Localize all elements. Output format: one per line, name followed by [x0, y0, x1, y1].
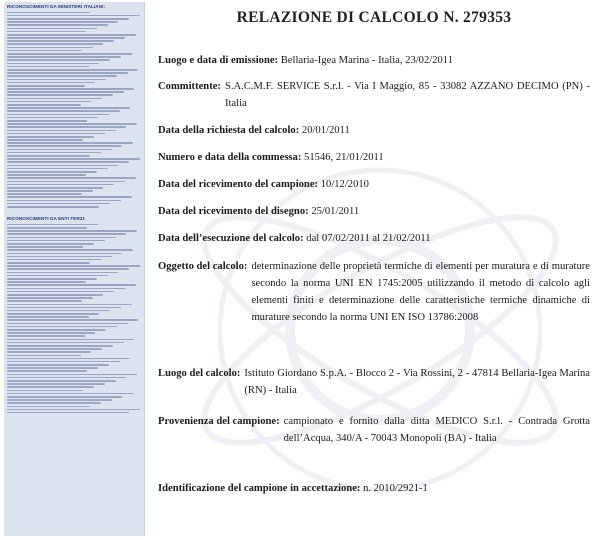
sidebar-text-line — [7, 168, 108, 170]
sidebar-text-line — [7, 171, 97, 173]
ministeri-heading: RICONOSCIMENTI DA MINISTERI ITALIANI: — [7, 4, 106, 9]
sidebar-text-line — [7, 281, 86, 283]
sidebar-text-line — [7, 152, 101, 154]
sidebar-text-line — [7, 161, 129, 163]
sidebar-text-line — [7, 69, 138, 71]
field-ricevimento-campione: Data del ricevimento del campione: 10/12/2010 — [158, 179, 369, 190]
sidebar-text-line — [7, 348, 102, 350]
sidebar-text-line — [7, 237, 116, 239]
sidebar-text-line — [7, 390, 83, 392]
sidebar-text-line — [7, 272, 118, 274]
sidebar-text-line — [7, 326, 117, 328]
sidebar-text-line — [7, 104, 81, 106]
sidebar-text-line — [7, 193, 82, 195]
sidebar-text-line — [7, 262, 90, 264]
sidebar-text-line — [7, 339, 134, 341]
sidebar-text-line — [7, 177, 136, 179]
sidebar-text-line — [7, 268, 129, 270]
sidebar-text-line — [7, 40, 114, 42]
field-oggetto: Oggetto del calcolo: determinazione delle proprietà termiche di elementi per muratura e di murature secondo la norma UNI EN 1745:2005 utilizzando il metodo di calcolo agli elementi finiti e determinazione delle caratteristiche termiche dinamiche di murature secondo la norma UNI EN ISO 13786:2008 — [158, 261, 590, 323]
field-identificazione: Identificazione del campione in accettazione: n. 2010/2921-1 — [158, 483, 428, 494]
field-luogo-calcolo: Luogo del calcolo: Istituto Giordano S.p.A. - Blocco 2 - Via Rossini, 2 - 47814 Bellaria-Igea Marina (RN) - Italia — [158, 368, 590, 396]
enti-list — [7, 224, 141, 414]
sidebar-text-line — [7, 47, 93, 49]
sidebar-text-line — [7, 66, 89, 68]
report-title: RELAZIONE DI CALCOLO N. 279353 — [236, 9, 512, 26]
sidebar-text-line — [7, 367, 98, 369]
sidebar-text-line — [7, 117, 98, 119]
ministeri-list — [7, 12, 141, 208]
sidebar-text-line — [7, 345, 113, 347]
sidebar-text-line — [7, 28, 97, 30]
sidebar-text-line — [7, 37, 125, 39]
sidebar-text-line — [7, 88, 134, 90]
sidebar-text-line — [7, 101, 91, 103]
sidebar-text-line — [7, 278, 97, 280]
sidebar-text-line — [7, 158, 140, 160]
sidebar-text-line — [7, 56, 121, 58]
sidebar-text-line — [7, 79, 106, 81]
sidebar-text-line — [7, 294, 103, 296]
sidebar-text-line — [7, 335, 85, 337]
sidebar-text-line — [7, 412, 129, 414]
sidebar-text-line — [7, 253, 122, 255]
sidebar-text-line — [7, 323, 128, 325]
sidebar-text-line — [7, 351, 91, 353]
sidebar-text-line — [7, 34, 136, 36]
sidebar-text-line — [7, 24, 108, 26]
sidebar-text-line — [7, 149, 112, 151]
field-commessa: Numero e data della commessa: 51546, 21/01/2011 — [158, 152, 384, 163]
sidebar-text-line — [7, 139, 83, 141]
sidebar-text-line — [7, 313, 99, 315]
sidebar-text-line — [7, 233, 126, 235]
sidebar-text-line — [7, 181, 125, 183]
sidebar-text-line — [7, 145, 122, 147]
sidebar-text-line — [7, 174, 86, 176]
accreditation-sidebar — [4, 2, 145, 536]
sidebar-text-line — [7, 275, 108, 277]
sidebar-text-line — [7, 187, 103, 189]
sidebar-text-line — [7, 300, 82, 302]
sidebar-text-line — [7, 224, 98, 226]
sidebar-text-line — [7, 110, 120, 112]
field-provenienza: Provenienza del campione: campionato e fornito dalla ditta MEDICO S.r.l. - Contrada Grotta dell’Acqua, 340/A - 70043 Monopoli (BA) - Italia — [158, 416, 590, 444]
sidebar-text-line — [7, 316, 89, 318]
sidebar-text-line — [7, 243, 94, 245]
sidebar-text-line — [7, 393, 133, 395]
sidebar-text-line — [7, 114, 109, 116]
sidebar-text-line — [7, 342, 124, 344]
sidebar-text-line — [7, 107, 130, 109]
sidebar-text-line — [7, 380, 116, 382]
sidebar-text-line — [7, 21, 118, 23]
sidebar-text-line — [7, 332, 95, 334]
field-luogo-emissione: Luogo e data di emissione: Bellaria-Igea Marina - Italia, 23/02/2011 — [158, 55, 454, 66]
sidebar-text-line — [7, 82, 95, 84]
report-body — [158, 0, 590, 540]
sidebar-text-line — [7, 72, 128, 74]
sidebar-text-line — [7, 230, 137, 232]
sidebar-text-line — [7, 155, 90, 157]
sidebar-text-line — [7, 329, 106, 331]
sidebar-text-line — [7, 249, 133, 251]
sidebar-text-line — [7, 206, 99, 208]
field-ricevimento-disegno: Data del ricevimento del disegno: 25/01/2011 — [158, 206, 360, 217]
sidebar-text-line — [7, 399, 112, 401]
field-committente: Committente: S.A.C.M.F. SERVICE S.r.l. - Via I Maggio, 85 - 33082 AZZANO DECIMO (PN) - Italia — [158, 81, 590, 109]
sidebar-text-line — [7, 406, 90, 408]
sidebar-text-line — [7, 383, 105, 385]
sidebar-text-line — [7, 259, 101, 261]
sidebar-text-line — [7, 136, 94, 138]
sidebar-text-line — [7, 43, 103, 45]
sidebar-text-line — [7, 288, 125, 290]
sidebar-text-line — [7, 374, 137, 376]
sidebar-text-line — [7, 31, 86, 33]
sidebar-text-line — [7, 200, 121, 202]
sidebar-text-line — [7, 307, 121, 309]
sidebar-text-line — [7, 123, 137, 125]
sidebar-text-line — [7, 246, 83, 248]
sidebar-text-line — [7, 120, 87, 122]
sidebar-text-line — [7, 370, 87, 372]
sidebar-text-line — [7, 409, 140, 411]
sidebar-text-line — [7, 402, 101, 404]
sidebar-text-line — [7, 256, 112, 258]
sidebar-text-line — [7, 265, 140, 267]
sidebar-text-line — [7, 203, 110, 205]
sidebar-text-line — [7, 75, 117, 77]
sidebar-text-line — [7, 50, 82, 52]
sidebar-text-line — [7, 386, 94, 388]
sidebar-text-line — [7, 310, 110, 312]
sidebar-text-line — [7, 53, 132, 55]
sidebar-text-line — [7, 319, 138, 321]
sidebar-text-line — [7, 15, 140, 17]
sidebar-text-line — [7, 59, 110, 61]
sidebar-text-line — [7, 364, 109, 366]
sidebar-text-line — [7, 91, 124, 93]
sidebar-text-line — [7, 165, 118, 167]
sidebar-text-line — [7, 196, 132, 198]
sidebar-text-line — [7, 18, 129, 20]
sidebar-text-line — [7, 304, 132, 306]
sidebar-text-line — [7, 63, 99, 65]
sidebar-text-line — [7, 240, 105, 242]
sidebar-text-line — [7, 291, 114, 293]
sidebar-text-line — [7, 361, 120, 363]
sidebar-text-line — [7, 133, 105, 135]
sidebar-text-line — [7, 227, 87, 229]
sidebar-text-line — [7, 355, 81, 357]
enti-heading: RICONOSCIMENTI DA ENTI TERZI: — [7, 216, 86, 222]
sidebar-text-line — [7, 184, 114, 186]
sidebar-text-line — [7, 358, 130, 360]
sidebar-text-line — [7, 142, 133, 144]
sidebar-text-line — [7, 396, 122, 398]
sidebar-text-line — [7, 126, 126, 128]
sidebar-text-line — [7, 190, 93, 192]
sidebar-text-line — [7, 377, 126, 379]
sidebar-text-line — [7, 130, 116, 132]
sidebar-text-line — [7, 297, 93, 299]
field-richiesta: Data della richiesta del calcolo: 20/01/2011 — [158, 125, 350, 136]
field-esecuzione: Data dell’esecuzione del calcolo: dal 07/02/2011 al 21/02/2011 — [158, 233, 431, 244]
sidebar-text-line — [7, 94, 113, 96]
sidebar-text-line — [7, 12, 90, 14]
sidebar-text-line — [7, 85, 85, 87]
sidebar-text-line — [7, 98, 102, 100]
sidebar-text-line — [7, 284, 136, 286]
